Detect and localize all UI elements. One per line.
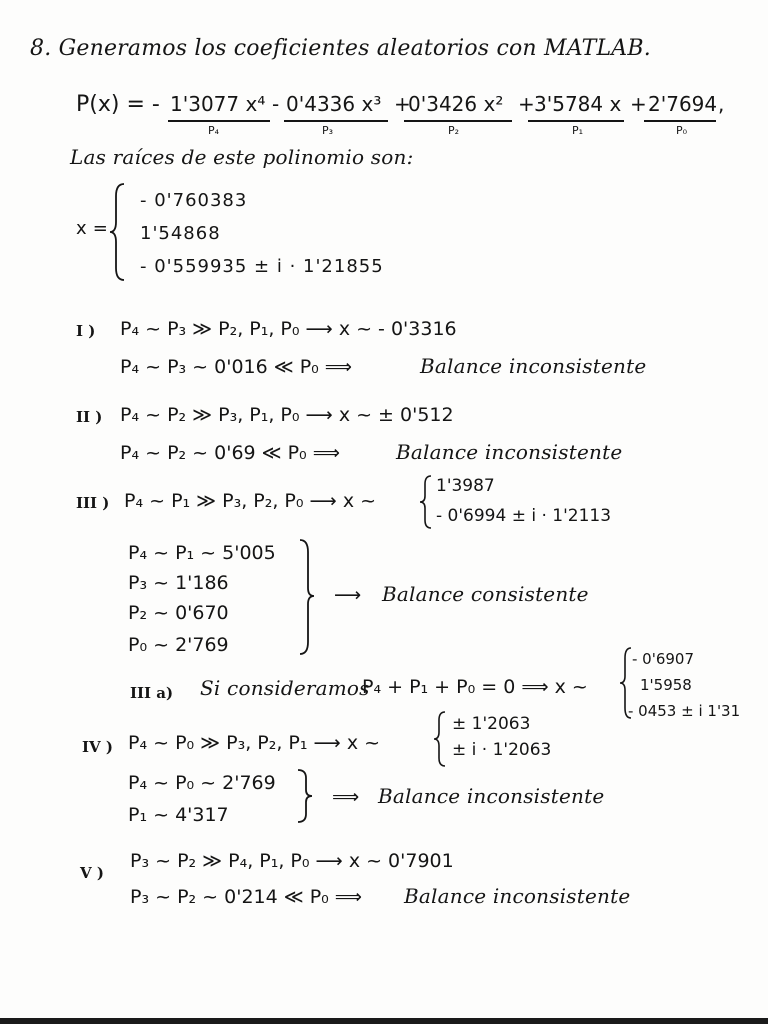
- case-iii-arrow: ⟶: [334, 584, 362, 606]
- root-2: 1'54868: [140, 223, 221, 244]
- underline-p3: [284, 120, 388, 122]
- case-iv-root-1: ± 1'2063: [452, 714, 531, 734]
- poly-term-3: 0'4336 x³: [286, 92, 382, 116]
- root-1: - 0'760383: [140, 190, 248, 211]
- case-iv-line1: P₄ ~ P₀ ≫ P₃, P₂, P₁ ⟶ x ~: [128, 732, 381, 754]
- case-ii-conclusion: Balance inconsistente: [396, 440, 623, 464]
- case-iv-vals-brace: [294, 768, 314, 824]
- case-v-conclusion: Balance inconsistente: [404, 884, 631, 908]
- underline-p1: [528, 120, 624, 122]
- case-ii-line1: P₄ ~ P₂ ≫ P₃, P₁, P₀ ⟶ x ~ ± 0'512: [120, 404, 454, 426]
- x-equals: x =: [76, 218, 109, 239]
- case-v-label: V ): [80, 864, 104, 882]
- case-iiia-root-3: - 0453 ± i 1'31: [628, 702, 741, 720]
- poly-term-2: 0'3426 x²: [408, 92, 504, 116]
- case-iii-val-4: P₀ ~ 2'769: [128, 634, 229, 656]
- exercise-title: 8. Generamos los coeficientes aleatorios con MATLAB.: [30, 36, 651, 61]
- underline-p2: [404, 120, 512, 122]
- case-iii-root-1: 1'3987: [436, 476, 495, 496]
- case-iii-conclusion: Balance consistente: [382, 582, 589, 606]
- poly-end: ,: [718, 92, 725, 116]
- case-i-label: I ): [76, 322, 96, 340]
- case-iii-root-2: - 0'6994 ± i · 1'2113: [436, 506, 612, 526]
- case-i-line2: P₄ ~ P₃ ~ 0'016 ≪ P₀ ⟹: [120, 356, 353, 378]
- case-iiia-root-2: 1'5958: [640, 676, 692, 694]
- case-iii-val-1: P₄ ~ P₁ ~ 5'005: [128, 542, 276, 564]
- case-iii-line1: P₄ ~ P₁ ≫ P₃, P₂, P₀ ⟶ x ~: [124, 490, 377, 512]
- poly-term-4: 1'3077 x⁴: [170, 92, 266, 116]
- case-iiia-text: Si consideramos: [200, 676, 370, 700]
- poly-op-3: +: [518, 92, 535, 116]
- case-ii-line2: P₄ ~ P₂ ~ 0'69 ≪ P₀ ⟹: [120, 442, 340, 464]
- case-ii-label: II ): [76, 408, 103, 426]
- underline-p0: [644, 120, 716, 122]
- case-i-line1: P₄ ~ P₃ ≫ P₂, P₁, P₀ ⟶ x ~ - 0'3316: [120, 318, 457, 340]
- case-v-line1: P₃ ~ P₂ ≫ P₄, P₁, P₀ ⟶ x ~ 0'7901: [130, 850, 454, 872]
- poly-op-1: -: [272, 92, 280, 116]
- case-iii-label: III ): [76, 494, 110, 512]
- case-iiia-eq: P₄ + P₁ + P₀ = 0 ⟹ x ~: [362, 676, 588, 698]
- case-iv-root-2: ± i · 1'2063: [452, 740, 552, 760]
- label-p2: P₂: [448, 124, 460, 137]
- case-iv-val-2: P₁ ~ 4'317: [128, 804, 229, 826]
- label-p1: P₁: [572, 124, 584, 137]
- case-iii-vals-brace: [296, 538, 316, 656]
- case-i-conclusion: Balance inconsistente: [420, 354, 647, 378]
- case-v-line2: P₃ ~ P₂ ~ 0'214 ≪ P₀ ⟹: [130, 886, 363, 908]
- case-iv-label: IV ): [82, 738, 113, 756]
- poly-term-0: 2'7694: [648, 92, 718, 116]
- root-3: - 0'559935 ± i · 1'21855: [140, 256, 384, 277]
- poly-lhs: P(x) = -: [76, 92, 160, 117]
- page-bottom-edge: [0, 1018, 768, 1024]
- poly-op-2: +: [394, 92, 411, 116]
- case-iiia-root-1: - 0'6907: [632, 650, 695, 668]
- case-iii-roots-brace: [418, 474, 434, 530]
- label-p4: P₄: [208, 124, 220, 137]
- case-iv-arrow: ⟹: [332, 786, 360, 808]
- underline-p4: [168, 120, 270, 122]
- case-iv-conclusion: Balance inconsistente: [378, 784, 605, 808]
- roots-intro: Las raíces de este polinomio son:: [70, 145, 414, 169]
- case-iii-val-3: P₂ ~ 0'670: [128, 602, 229, 624]
- poly-term-1: 3'5784 x: [534, 92, 622, 116]
- case-iiia-label: III a): [130, 684, 174, 702]
- case-iv-roots-brace: [432, 710, 448, 768]
- case-iii-val-2: P₃ ~ 1'186: [128, 572, 229, 594]
- poly-op-4: +: [630, 92, 647, 116]
- roots-brace: [108, 182, 128, 282]
- label-p0: P₀: [676, 124, 688, 137]
- case-iv-val-1: P₄ ~ P₀ ~ 2'769: [128, 772, 276, 794]
- label-p3: P₃: [322, 124, 334, 137]
